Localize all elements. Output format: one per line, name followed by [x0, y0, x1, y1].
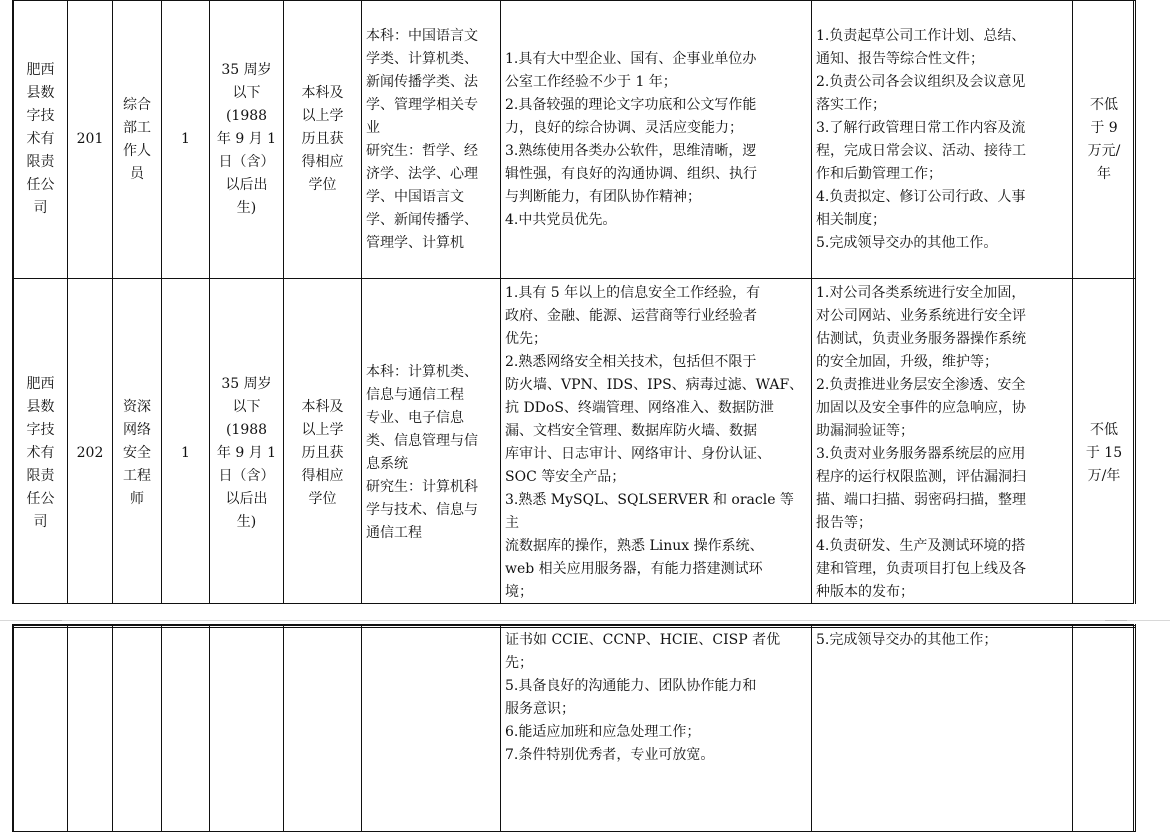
text-line: 加固以及安全事件的应急响应，协: [816, 400, 1026, 416]
text-line: 资深: [123, 398, 151, 415]
salary-cell: [1073, 626, 1136, 832]
text-line: 本科及: [301, 85, 344, 101]
text-line: 1.具有 5 年以上的信息安全工作经验，有: [505, 285, 761, 301]
text-line: 不低: [1090, 421, 1118, 438]
count-cell: [162, 626, 210, 832]
text-line: 得相应: [301, 467, 344, 484]
text-line: 年 9 月 1: [216, 444, 277, 461]
text-line: 万/年: [1087, 467, 1121, 484]
text-line: 辑性强，有良好的沟通协调、组织、执行: [505, 165, 757, 182]
text-line: 学位: [308, 490, 337, 507]
text-line: 估测试，负责业务服务器操作系统: [816, 331, 1026, 347]
text-line: 对公司网站、业务系统进行安全评: [816, 308, 1026, 324]
text-line: 种版本的发布；: [816, 584, 914, 600]
text-line: 35 周岁: [221, 62, 272, 78]
text-line: 政府、金融、能源、运营商等行业经验者: [505, 308, 757, 324]
text-line: 流数据库的操作，熟悉 Linux 操作系统、: [505, 538, 764, 554]
requirements-cell: [501, 1, 812, 279]
education-cell: [284, 626, 362, 832]
text-line: 以下: [232, 398, 261, 415]
code-cell: [68, 626, 113, 832]
text-line: 报告等；: [816, 515, 872, 531]
text-line: 5.具备良好的沟通能力、团队协作能力和: [505, 678, 757, 694]
text-line: 济学、法学、心理: [366, 165, 478, 182]
text-line: 年: [1097, 165, 1111, 182]
company-cell: [14, 626, 68, 832]
text-line: 于 15: [1085, 444, 1123, 461]
text-line: 限责: [26, 154, 55, 170]
text-line: 于 9: [1090, 119, 1118, 136]
text-line: 管理学、计算机: [366, 234, 464, 251]
text-line: 2.负责公司各会议组织及会议意见: [816, 73, 1026, 90]
page-break: [0, 604, 1170, 624]
text-line: 3.负责对业务服务器系统层的应用: [816, 446, 1026, 462]
text-line: 作人: [123, 142, 151, 159]
text-line: 4.负责研发、生产及测试环境的搭: [816, 538, 1026, 554]
text-line: 3.熟练使用各类办公软件，思维清晰，逻: [505, 142, 757, 159]
text-line: 力，良好的综合协调、灵活应变能力；: [505, 119, 743, 136]
crop-mark-right: [1105, 612, 1127, 621]
text-line: 本科及: [301, 398, 344, 415]
text-line: 限责: [26, 467, 55, 484]
text-line: 部工: [123, 119, 151, 136]
text-line: 公室工作经验不少于 1 年；: [505, 73, 677, 90]
text-line: 6.能适应加班和应急处理工作；: [505, 724, 701, 740]
text-line: 1.对公司各类系统进行安全加固，: [816, 285, 1026, 301]
text-line: 专业、电子信息: [366, 410, 464, 426]
table-page-top: [12, 0, 1134, 604]
text-line: 1.负责起草公司工作计划、总结、: [816, 27, 1026, 44]
major-cell: [362, 626, 501, 832]
text-line: 通知、报告等综合性文件；: [816, 50, 984, 67]
text-line: 以后出: [225, 177, 268, 193]
table-row: [14, 1, 1136, 279]
table-row: [14, 279, 1136, 628]
major-cell: [362, 279, 501, 628]
code-cell: 202: [68, 279, 113, 628]
page-edge: [0, 620, 1170, 621]
duties-cell: [812, 1, 1073, 279]
text-line: 字技: [26, 421, 55, 438]
text-line: 日（含）: [218, 467, 275, 484]
text-line: 肥西: [26, 62, 55, 78]
text-line: 描、端口扫描、弱密码扫描，整理: [816, 492, 1026, 508]
text-line: 的安全加固，升级，维护等；: [816, 354, 998, 370]
position-cell: [113, 626, 162, 832]
text-line: 程，完成日常会议、活动、接待工: [816, 142, 1026, 159]
text-line: 生): [236, 513, 257, 530]
text-line: 2.具备较强的理论文字功底和公文写作能: [505, 96, 757, 113]
text-line: 5.完成领导交办的其他工作；: [816, 632, 998, 648]
text-line: 网络: [123, 421, 151, 438]
education-cell: [284, 279, 362, 628]
text-line: 信息与通信工程: [366, 387, 464, 403]
count-cell: 1: [162, 1, 210, 279]
text-line: 业: [366, 119, 380, 136]
text-line: SOC 等安全产品；: [505, 469, 626, 485]
text-line: 2.负责推进业务层安全渗透、安全: [816, 377, 1026, 393]
text-line: 安全: [123, 444, 151, 461]
text-line: 以上学: [301, 108, 344, 124]
text-line: 防火墙、VPN、IDS、IPS、病毒过滤、WAF、: [505, 377, 804, 393]
text-line: 息系统: [366, 456, 408, 472]
text-line: 本科：中国语言文: [366, 27, 478, 44]
text-line: 与判断能力，有团队协作精神；: [505, 188, 701, 205]
text-line: 肥西: [26, 375, 55, 392]
requirements-cell: [501, 279, 812, 628]
position-cell: [113, 1, 162, 279]
position-cell: [113, 279, 162, 628]
text-line: 学与技术、信息与: [366, 502, 478, 518]
text-line: 师: [130, 490, 144, 507]
text-line: 3.了解行政管理日常工作内容及流: [816, 119, 1026, 136]
salary-cell: [1073, 1, 1136, 279]
text-line: 学、新闻传播学、: [366, 211, 478, 228]
text-line: 综合: [123, 96, 151, 113]
code-cell: 201: [68, 1, 113, 279]
salary-cell: [1073, 279, 1136, 628]
duties-cell: [812, 279, 1073, 628]
text-line: 类、信息管理与信: [366, 433, 478, 449]
job-table: [13, 0, 1136, 628]
text-line: web 相关应用服务器，有能力搭建测试环: [505, 561, 763, 577]
text-line: 学、中国语言文: [366, 188, 464, 205]
text-line: 抗 DDoS、终端管理、网络准入、数据防泄: [505, 400, 774, 416]
text-line: 研究生：哲学、经: [366, 142, 478, 159]
text-line: (1988: [225, 421, 268, 438]
text-line: (1988: [225, 108, 268, 124]
text-line: 术有: [26, 444, 55, 461]
duties-cell: [812, 626, 1073, 832]
text-line: 本科：计算机类、: [366, 364, 478, 380]
text-line: 不低: [1090, 96, 1118, 113]
text-line: 以后出: [225, 490, 268, 507]
text-line: 2.熟悉网络安全相关技术，包括但不限于: [505, 354, 757, 370]
text-line: 日（含）: [218, 154, 275, 170]
text-line: 工程: [123, 467, 151, 484]
table-row: [14, 626, 1136, 832]
text-line: 司: [33, 513, 48, 530]
text-line: 术有: [26, 131, 55, 147]
text-line: 任公: [26, 177, 55, 193]
text-line: 作和后勤管理工作；: [816, 165, 942, 182]
text-line: 年 9 月 1: [216, 131, 277, 147]
requirements-cell: [501, 626, 812, 832]
text-line: 历且获: [301, 131, 344, 147]
text-line: 程序的运行权限监测，评估漏洞扫: [816, 469, 1026, 485]
text-line: 历且获: [301, 444, 344, 461]
text-line: 优先；: [505, 331, 547, 347]
text-line: 漏、文档安全管理、数据库防火墙、数据: [505, 423, 757, 439]
text-line: 研究生：计算机科: [366, 479, 478, 495]
text-line: 以上学: [301, 421, 344, 438]
text-line: 7.条件特别优秀者，专业可放宽。: [505, 747, 715, 763]
text-line: 通信工程: [366, 525, 422, 541]
text-line: 库审计、日志审计、网络审计、身份认证、: [505, 446, 771, 462]
table-page-bottom: [12, 624, 1134, 832]
text-line: 证书如 CCIE、CCNP、HCIE、CISP 者优先；: [505, 632, 781, 671]
age-cell: [210, 1, 284, 279]
text-line: 万元/: [1087, 142, 1121, 159]
text-line: 学、管理学相关专: [366, 96, 478, 113]
text-line: 建和管理，负责项目打包上线及各: [816, 561, 1026, 577]
text-line: 司: [33, 200, 48, 216]
text-line: 4.负责拟定、修订公司行政、人事: [816, 188, 1026, 205]
text-line: 县数: [26, 85, 55, 101]
text-line: 任公: [26, 490, 55, 507]
text-line: 学类、计算机类、: [366, 50, 478, 67]
text-line: 5.完成领导交办的其他工作。: [816, 234, 998, 251]
text-line: 相关制度；: [816, 211, 886, 228]
education-cell: [284, 1, 362, 279]
text-line: 落实工作；: [816, 96, 886, 113]
major-cell: [362, 1, 501, 279]
text-line: 新闻传播学类、法: [366, 73, 478, 90]
text-line: 1.具有大中型企业、国有、企事业单位办: [505, 50, 757, 67]
company-cell: [14, 1, 68, 279]
age-cell: [210, 626, 284, 832]
crop-mark-left: [40, 612, 62, 621]
text-line: 境；: [505, 584, 533, 600]
text-line: 得相应: [301, 154, 344, 170]
count-cell: 1: [162, 279, 210, 628]
text-line: 学位: [308, 177, 337, 193]
text-line: 员: [130, 165, 144, 182]
text-line: 4.中共党员优先。: [505, 211, 617, 228]
text-line: 助漏洞验证等；: [816, 423, 914, 439]
age-cell: [210, 279, 284, 628]
text-line: 以下: [232, 85, 261, 101]
text-line: 字技: [26, 108, 55, 124]
job-table-continued: [13, 625, 1136, 832]
text-line: 3.熟悉 MySQL、SQLSERVER 和 oracle 等主: [505, 492, 794, 531]
text-line: 县数: [26, 398, 55, 415]
text-line: 生): [236, 200, 257, 216]
company-cell: [14, 279, 68, 628]
text-line: 35 周岁: [221, 375, 272, 392]
text-line: 服务意识；: [505, 701, 575, 717]
